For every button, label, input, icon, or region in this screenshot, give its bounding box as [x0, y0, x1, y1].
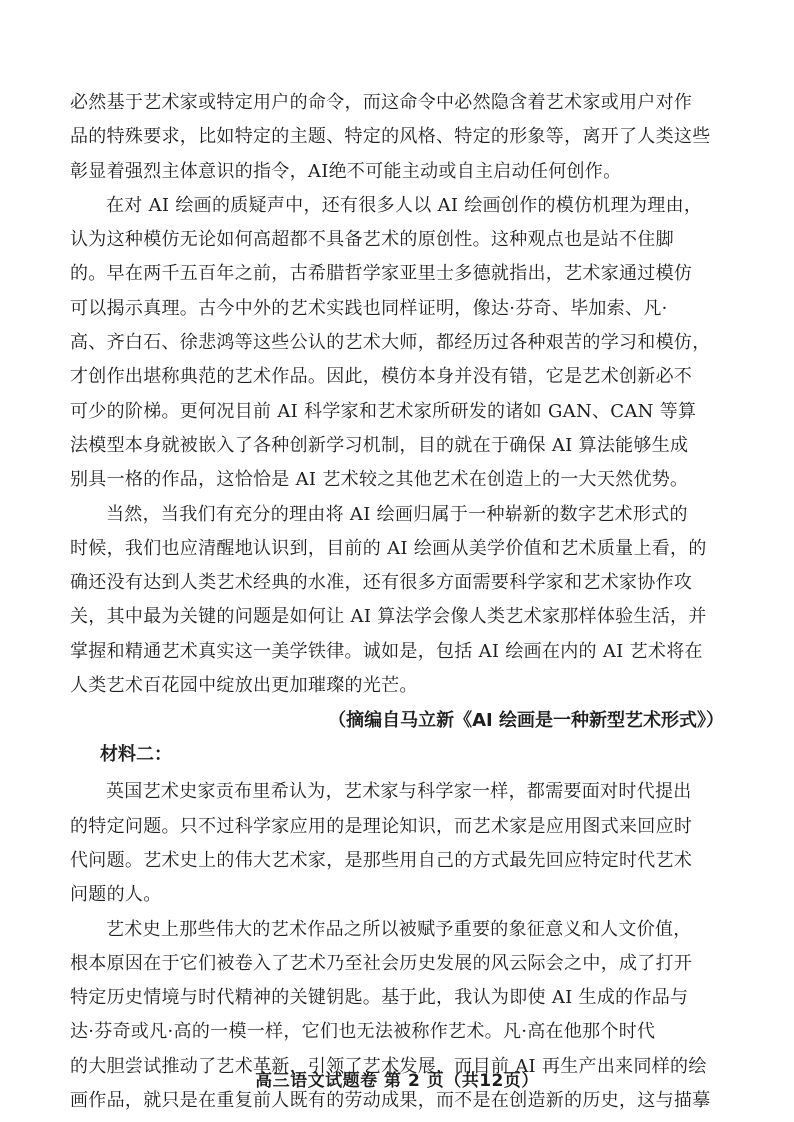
text-line: 高、齐白石、徐悲鸿等这些公认的艺术大师，都经历过各种艰苦的学习和模仿，	[70, 332, 711, 354]
text-line: 艺术史上那些伟大的艺术作品之所以被赋予重要的象征意义和人文价值，	[106, 918, 692, 940]
material2-paragraph-gombrich	[70, 775, 728, 912]
text-line: 法模型本身就被嵌入了各种创新学习机制，目的就在于确保 AI 算法能够生成	[70, 434, 689, 456]
material2-heading: 材料二：	[100, 744, 172, 766]
text-line: 代问题。艺术史上的伟大艺术家，是那些用自己的方式最先回应特定时代艺术	[70, 849, 693, 871]
exam-page-body	[70, 86, 728, 1118]
text-line: 彰显着强烈主体意识的指令，AI绝不可能主动或自主启动任何创作。	[70, 160, 622, 182]
text-line: 画作品，就只是在重复前人既有的劳动成果，而不是在创造新的历史，这与描摹	[70, 1090, 711, 1112]
text-line: 时候，我们也应清醒地认识到，目前的 AI 绘画从美学价值和艺术质量上看，的	[70, 537, 707, 559]
material1-paragraph-continued	[70, 86, 728, 189]
text-line: 问题的人。	[70, 884, 162, 906]
text-line: 英国艺术史家贡布里希认为，艺术家与科学家一样，都需要面对时代提出	[106, 781, 692, 803]
material1-paragraph-imitation	[70, 189, 728, 498]
text-line: 的。早在两千五百年之前，古希腊哲学家亚里士多德就指出，艺术家通过模仿	[70, 263, 693, 285]
text-line: 的特定问题。只不过科学家应用的是理论知识，而艺术家是应用图式来回应时	[70, 815, 693, 837]
text-line: 当然，当我们有充分的理由将 AI 绘画归属于一种崭新的数字艺术形式的	[106, 503, 688, 525]
text-line: 在对 AI 绘画的质疑声中，还有很多人以 AI 绘画创作的模仿机理为理由，	[106, 194, 703, 216]
text-line: 可以揭示真理。古今中外的艺术实践也同样证明，像达·芬奇、毕加索、凡·	[70, 297, 668, 319]
text-line: 达·芬奇或凡·高的一模一样，它们也无法被称作艺术。凡·高在他那个时代	[70, 1021, 656, 1043]
material1-paragraph-conclusion	[70, 498, 728, 704]
text-line: 认为这种模仿无论如何高超都不具备艺术的原创性。这种观点也是站不住脚	[70, 229, 674, 251]
text-line: 别具一格的作品，这恰恰是 AI 艺术较之其他艺术在创造上的一大天然优势。	[70, 469, 689, 491]
text-line: 品的特殊要求，比如特定的主题、特定的风格、特定的形象等，离开了人类这些	[70, 126, 711, 148]
text-line: 的大胆尝试推动了艺术革新，引领了艺术发展，而目前 AI 再生产出来同样的绘	[70, 1055, 707, 1077]
text-line: 掌握和精通艺术真实这一美学铁律。诚如是，包括 AI 绘画在内的 AI 艺术将在	[70, 640, 703, 662]
material1-source-citation: （摘编自马立新《AI 绘画是一种新型艺术形式》）	[328, 710, 724, 732]
text-line: 人类艺术百花园中绽放出更加璀璨的光芒。	[70, 675, 418, 697]
text-line: 关，其中最为关键的问题是如何让 AI 算法学会像人类艺术家那样体验生活，并	[70, 606, 707, 628]
text-line: 才创作出堪称典范的艺术作品。因此，模仿本身并没有错，它是艺术创新必不	[70, 366, 693, 388]
text-line: 确还没有达到人类艺术经典的水准，还有很多方面需要科学家和艺术家协作攻	[70, 572, 693, 594]
page-footer: 高三语文试题卷 第 2 页（共12页）	[255, 1071, 539, 1091]
text-line: 必然基于艺术家或特定用户的命令，而这命令中必然隐含着艺术家或用户对作	[70, 92, 693, 113]
text-line: 特定历史情境与时代精神的关键钥匙。基于此，我认为即使 AI 生成的作品与	[70, 987, 689, 1009]
text-line: 根本原因在于它们被卷入了艺术乃至社会历史发展的风云际会之中，成了打开	[70, 952, 693, 974]
text-line: 可少的阶梯。更何况目前 AI 科学家和艺术家所研发的诸如 GAN、CAN 等算	[70, 400, 697, 422]
